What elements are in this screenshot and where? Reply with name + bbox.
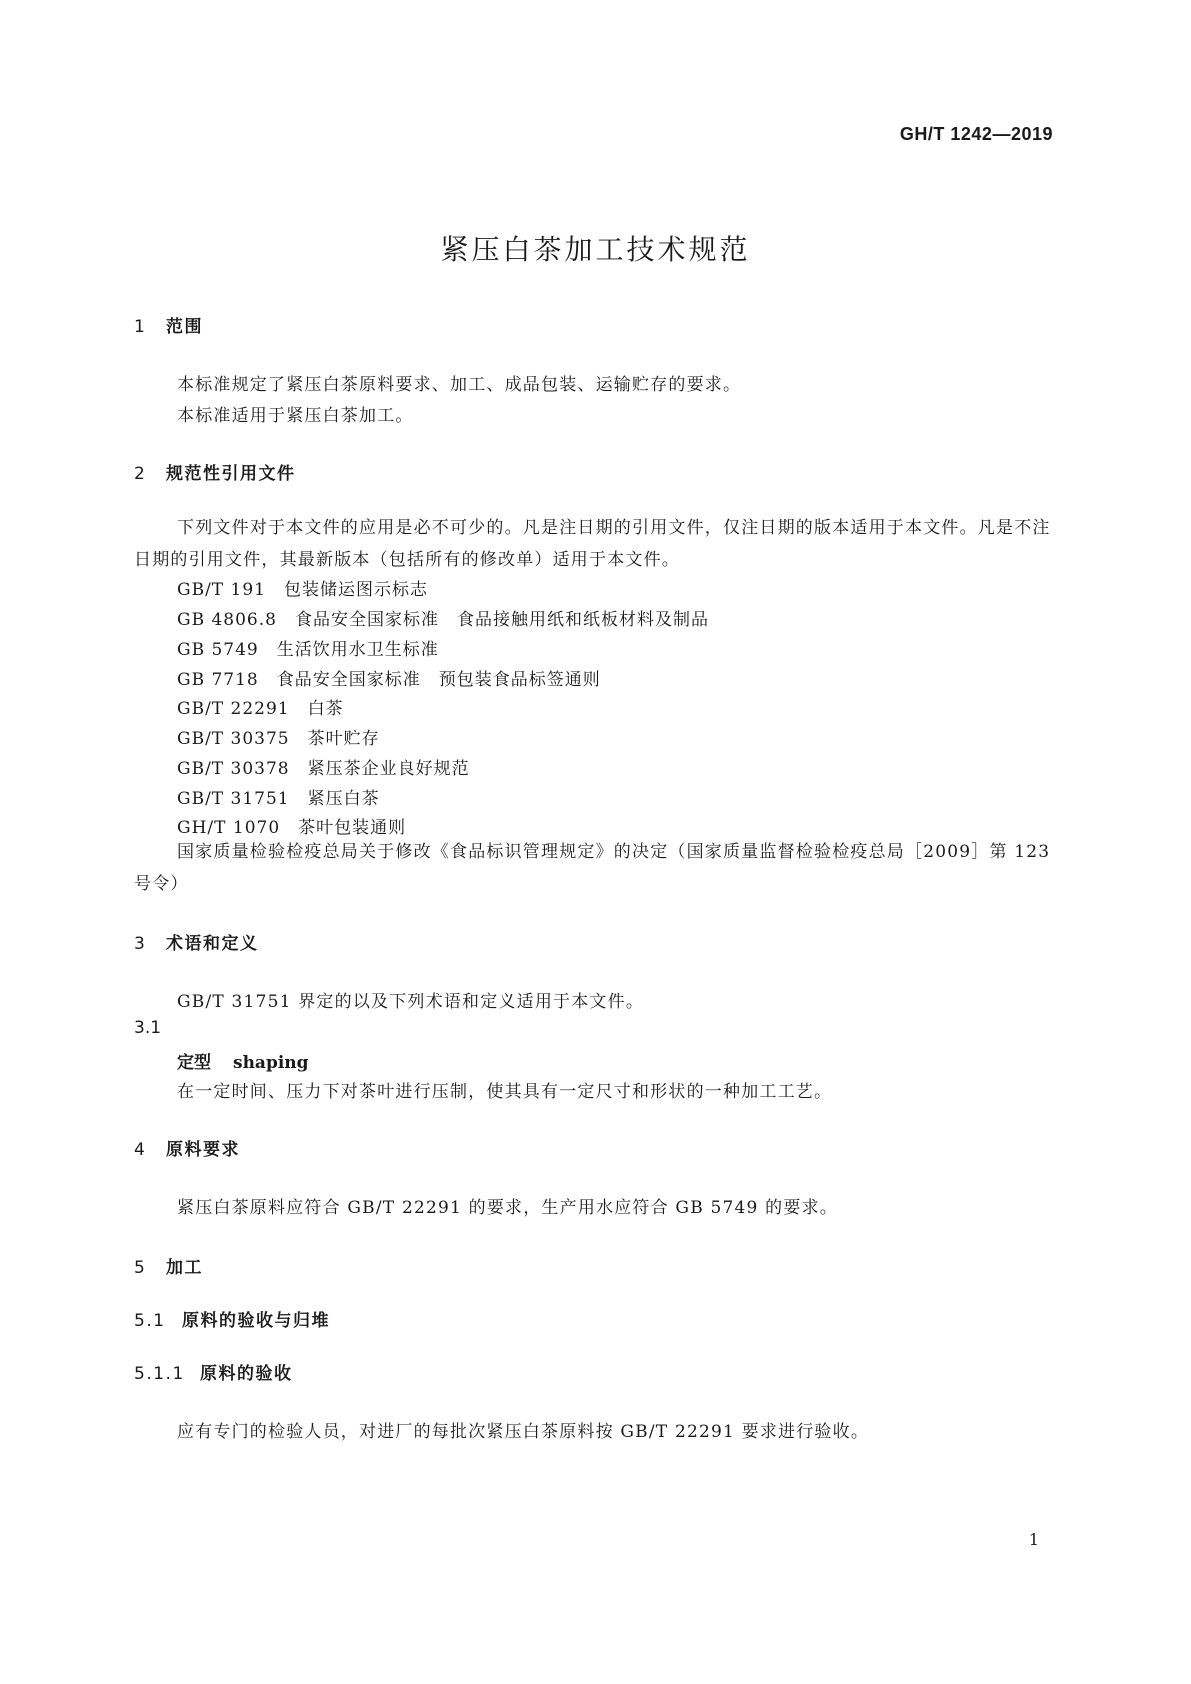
section-number: 4 [134, 1140, 147, 1160]
paragraph: 紧压白茶原料应符合 GB/T 22291 的要求，生产用水应符合 GB 5749 的要求。 [177, 1198, 838, 1218]
section-number: 3 [134, 934, 147, 954]
reference-code: GB/T 191 [177, 580, 266, 600]
paragraph: 本标准适用于紧压白茶加工。 [177, 406, 414, 426]
reference-item [177, 635, 439, 660]
paragraph: 下列文件对于本文件的应用是必不可少的。凡是注日期的引用文件，仅注日期的版本适用于本文件。凡是不注日期的引用文件，其最新版本（包括所有的修改单）适用于本文件。 [134, 518, 1051, 570]
reference-title: 食品安全国家标准 预包装食品标签通则 [276, 670, 601, 690]
section-5-heading [134, 1253, 203, 1278]
reference-title: 生活饮用水卫生标准 [276, 640, 439, 660]
reference-title: 茶叶贮存 [307, 729, 380, 749]
section-title: 原料要求 [166, 1140, 240, 1160]
reference-code: GB 4806.8 [177, 610, 277, 630]
term-number: 3.1 [134, 1018, 162, 1038]
subsection-title: 原料的验收与归堆 [182, 1311, 330, 1331]
reference-title: 紧压茶企业良好规范 [307, 759, 470, 779]
section-title: 规范性引用文件 [166, 464, 296, 484]
paragraph: 本标准规定了紧压白茶原料要求、加工、成品包装、运输贮存的要求。 [177, 375, 742, 395]
reference-code: GB/T 30375 [177, 729, 290, 749]
section-4-heading [134, 1135, 240, 1160]
section-number: 5 [134, 1258, 147, 1278]
reference-item [177, 605, 709, 630]
section-title: 加工 [166, 1258, 203, 1278]
decree-reference: 国家质量检验检疫总局关于修改《食品标识管理规定》的决定（国家质量监督检验检疫总局［2009］第 123 号令） [134, 842, 1051, 894]
reference-item [177, 694, 344, 719]
section-number: 2 [134, 464, 147, 484]
document-title: 紧压白茶加工技术规范 [440, 233, 751, 266]
reference-title: 白茶 [307, 699, 344, 719]
reference-item [177, 665, 601, 690]
reference-code: GB 5749 [177, 640, 259, 660]
reference-item [177, 724, 380, 749]
subsection-5-1-1-heading [134, 1359, 293, 1384]
reference-code: GH/T 1070 [177, 818, 281, 838]
subsection-number: 5.1.1 [134, 1364, 185, 1384]
term-name-en: shaping [233, 1053, 309, 1073]
section-number: 1 [134, 317, 147, 337]
reference-title: 紧压白茶 [307, 789, 380, 809]
reference-title: 食品安全国家标准 食品接触用纸和纸板材料及制品 [294, 610, 709, 630]
section-3-heading [134, 929, 259, 954]
term-definition: 在一定时间、压力下对茶叶进行压制，使其具有一定尺寸和形状的一种加工工艺。 [177, 1082, 833, 1102]
reference-code: GB/T 22291 [177, 699, 290, 719]
reference-item [177, 784, 380, 809]
section-1-heading [134, 312, 203, 337]
reference-code: GB/T 31751 [177, 789, 290, 809]
paragraph: 应有专门的检验人员，对进厂的每批次紧压白茶原料按 GB/T 22291 要求进行验收。 [177, 1422, 870, 1442]
subsection-number: 5.1 [134, 1311, 166, 1331]
page-number: 1 [1028, 1530, 1039, 1549]
reference-item [177, 575, 428, 600]
term-name-cn: 定型 [177, 1053, 211, 1073]
subsection-title: 原料的验收 [200, 1364, 293, 1384]
reference-code: GB/T 30378 [177, 759, 290, 779]
paragraph: GB/T 31751 界定的以及下列术语和定义适用于本文件。 [177, 992, 645, 1012]
reference-title: 茶叶包装通则 [298, 818, 407, 838]
section-title: 术语和定义 [166, 934, 259, 954]
section-2-heading [134, 459, 296, 484]
reference-code: GB 7718 [177, 670, 259, 690]
reference-item [177, 813, 406, 838]
term-name [177, 1048, 309, 1073]
reference-title: 包装储运图示标志 [284, 580, 428, 600]
standard-code: GH/T 1242—2019 [899, 124, 1053, 144]
reference-item [177, 754, 470, 779]
subsection-5-1-heading [134, 1306, 330, 1331]
section-title: 范围 [166, 317, 203, 337]
